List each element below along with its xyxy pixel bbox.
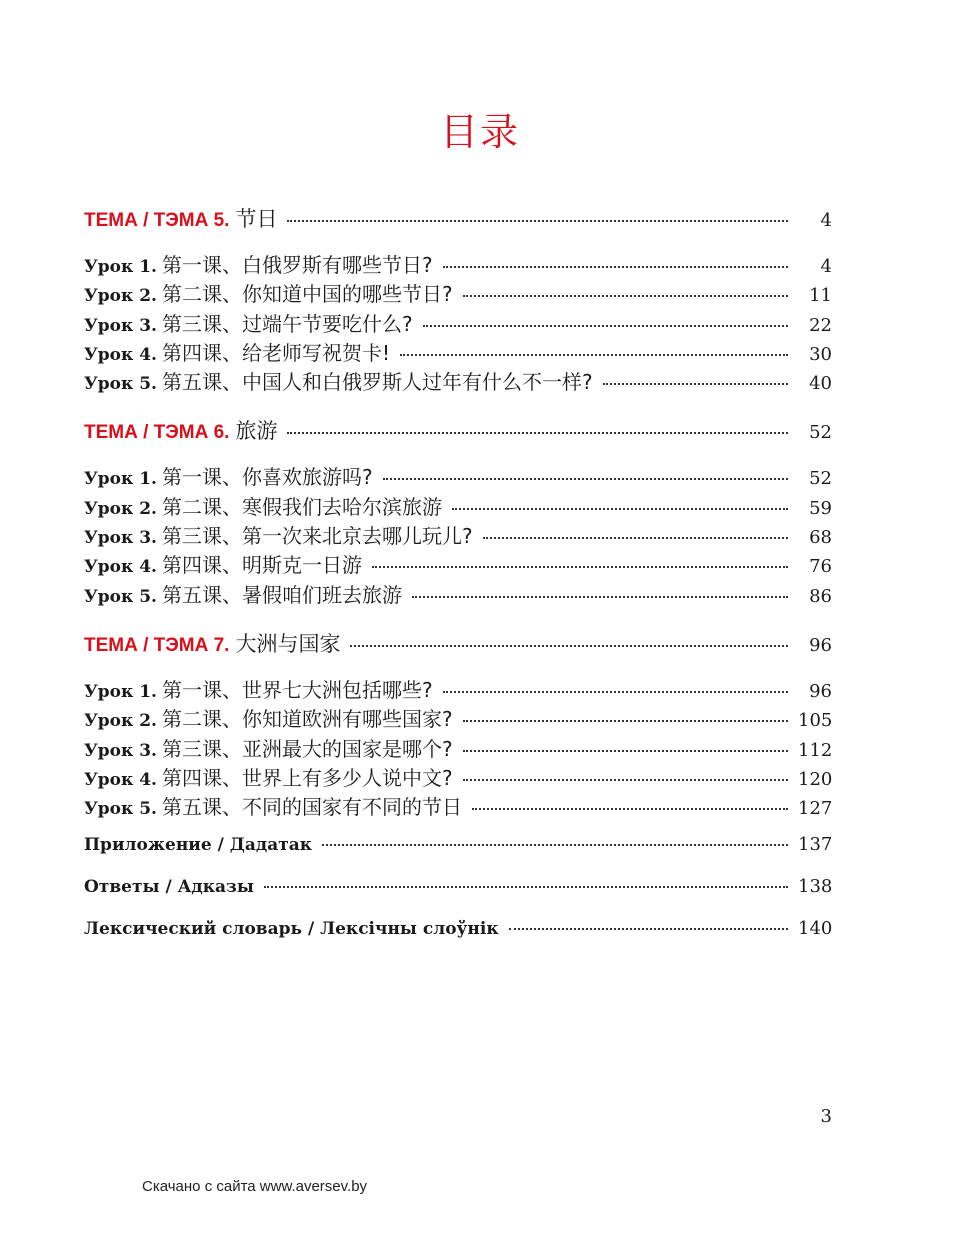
theme-title: 大洲与国家 (235, 631, 341, 656)
dot-leader (322, 844, 788, 846)
page-ref: 52 (809, 468, 832, 490)
lesson-prefix: Урок 3. (84, 315, 157, 336)
toc-theme-7[interactable] (84, 628, 832, 666)
lesson-title: 第三课、亚洲最大的国家是哪个? (161, 736, 453, 761)
dot-leader (350, 645, 788, 647)
toc-lesson[interactable] (84, 674, 832, 703)
toc-lesson[interactable] (84, 491, 832, 520)
toc-lesson[interactable] (84, 791, 832, 820)
toc-lesson[interactable] (84, 703, 832, 732)
lesson-prefix: Урок 1. (84, 257, 157, 277)
dot-leader (412, 596, 788, 598)
theme-title: 节日 (235, 207, 278, 231)
lesson-title: 第四课、给老师写祝贺卡! (161, 340, 390, 365)
lesson-prefix: Урок 1. (84, 469, 157, 490)
toc-lesson[interactable] (84, 366, 832, 395)
page-ref: 76 (809, 556, 832, 578)
page-ref: 137 (798, 834, 833, 856)
lesson-prefix: Урок 5. (84, 374, 157, 395)
page-title: 目录 (439, 110, 520, 154)
page-ref: 22 (809, 314, 832, 336)
lesson-title: 第四课、世界上有多少人说中文? (161, 765, 453, 790)
spacer (84, 820, 832, 834)
page-ref: 127 (798, 798, 833, 820)
page-ref: 96 (809, 680, 832, 702)
toc-lesson[interactable] (84, 337, 832, 366)
toc-vocabulary[interactable] (84, 918, 832, 960)
lesson-prefix: Урок 3. (84, 740, 157, 761)
page-ref: 40 (809, 373, 832, 395)
lesson-prefix: Урок 4. (84, 344, 157, 365)
page-ref: 30 (809, 343, 832, 365)
table-of-contents (84, 203, 832, 960)
lesson-title: 第一课、世界七大洲包括哪些? (161, 677, 433, 702)
spacer (84, 395, 832, 415)
dot-leader (287, 220, 788, 222)
dot-leader (443, 266, 788, 268)
extra-title: Ответы / Адказы (84, 877, 254, 898)
lesson-prefix: Урок 5. (84, 799, 157, 820)
toc-lesson[interactable] (84, 249, 832, 278)
theme-prefix: ТЕМА / ТЭМА 7. (84, 634, 230, 656)
lesson-prefix: Урок 2. (84, 286, 157, 307)
lesson-prefix: Урок 1. (84, 681, 157, 702)
dot-leader (603, 383, 788, 385)
dot-leader (452, 508, 788, 510)
lesson-title: 第五课、中国人和白俄罗斯人过年有什么不一样? (161, 370, 593, 395)
toc-lesson[interactable] (84, 762, 832, 791)
lesson-title: 第三课、第一次来北京去哪儿玩儿? (161, 524, 473, 549)
page-ref: 11 (809, 285, 832, 307)
theme-title: 旅游 (235, 419, 278, 444)
toc-theme-5[interactable] (84, 203, 832, 241)
lesson-title: 第二课、你知道欧洲有哪些国家? (161, 707, 453, 732)
page-ref: 138 (798, 876, 833, 898)
dot-leader (383, 478, 788, 480)
dot-leader (483, 537, 788, 539)
page-ref: 86 (809, 585, 832, 607)
page-ref: 112 (798, 739, 833, 761)
lesson-title: 第三课、过端午节要吃什么? (161, 311, 413, 336)
page-ref: 59 (809, 497, 832, 519)
toc-theme-6[interactable] (84, 415, 832, 453)
page-number: 3 (820, 1106, 832, 1127)
dot-leader (264, 886, 788, 888)
lesson-prefix: Урок 5. (84, 586, 157, 607)
dot-leader (509, 928, 788, 930)
theme-prefix: ТЕМА / ТЭМА 5. (84, 210, 230, 231)
dot-leader (463, 295, 788, 297)
dot-leader (400, 354, 788, 356)
lesson-prefix: Урок 4. (84, 557, 157, 578)
toc-lesson[interactable] (84, 461, 832, 490)
extra-title: Лексический словарь / Лексічны слоўнік (84, 919, 499, 940)
dot-leader (287, 432, 788, 434)
lesson-title: 第五课、不同的国家有不同的节日 (161, 795, 462, 820)
toc-lesson[interactable] (84, 579, 832, 608)
lesson-prefix: Урок 2. (84, 498, 157, 519)
page-ref: 105 (798, 710, 833, 732)
toc-appendix[interactable] (84, 834, 832, 876)
lesson-title: 第一课、白俄罗斯有哪些节日? (161, 253, 433, 277)
extra-title: Приложение / Дадатак (84, 835, 313, 856)
lesson-title: 第五课、暑假咱们班去旅游 (161, 582, 402, 607)
toc-lesson[interactable] (84, 549, 832, 578)
dot-leader (463, 779, 788, 781)
page-ref: 96 (809, 634, 832, 656)
dot-leader (472, 808, 788, 810)
toc-answers[interactable] (84, 876, 832, 918)
dot-leader (463, 720, 788, 722)
toc-lesson[interactable] (84, 278, 832, 307)
toc-lesson[interactable] (84, 308, 832, 337)
page-ref: 4 (820, 210, 832, 231)
page-ref: 68 (809, 527, 832, 549)
dot-leader (372, 566, 788, 568)
lesson-title: 第四课、明斯克一日游 (161, 553, 362, 578)
dot-leader (463, 750, 788, 752)
lesson-title: 第二课、寒假我们去哈尔滨旅游 (161, 494, 442, 519)
page-ref: 4 (820, 256, 832, 277)
page-ref: 52 (809, 422, 832, 444)
lesson-title: 第二课、你知道中国的哪些节日? (161, 282, 453, 307)
lesson-prefix: Урок 2. (84, 711, 157, 732)
toc-lesson[interactable] (84, 733, 832, 762)
spacer (84, 608, 832, 628)
dot-leader (423, 325, 788, 327)
lesson-prefix: Урок 4. (84, 769, 157, 790)
page-ref: 140 (798, 918, 833, 940)
toc-lesson[interactable] (84, 520, 832, 549)
lesson-title: 第一课、你喜欢旅游吗? (161, 465, 373, 490)
dot-leader (443, 691, 788, 693)
lesson-prefix: Урок 3. (84, 528, 157, 549)
source-footer: Скачано с сайта www.aversev.by (142, 1178, 368, 1195)
theme-prefix: ТЕМА / ТЭМА 6. (84, 422, 230, 444)
page-ref: 120 (798, 768, 833, 790)
